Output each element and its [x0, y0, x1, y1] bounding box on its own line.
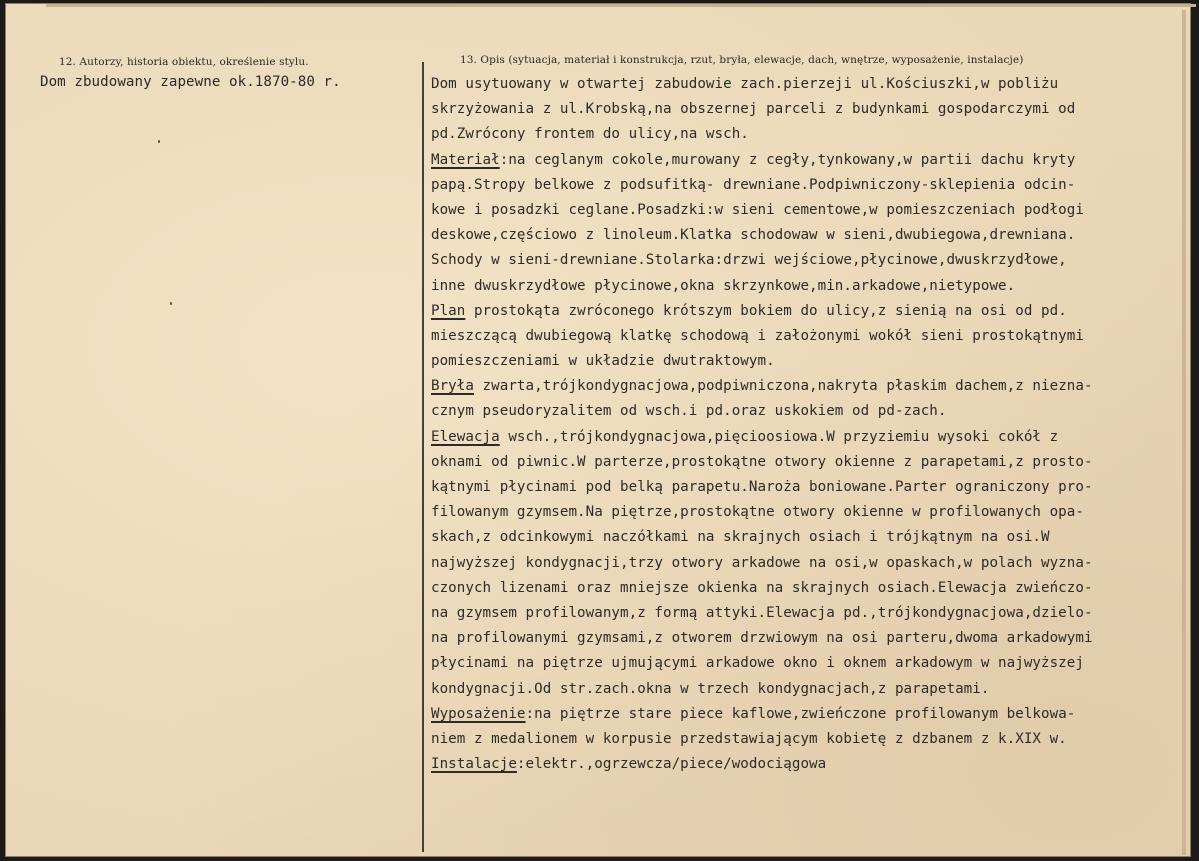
column-divider	[422, 62, 424, 852]
line-text: skrzyżowania z ul.Krobską,na obszernej parceli z budynkami gospodarczymi od	[431, 101, 1076, 118]
line-text: oknami od piwnic.W parterze,prostokątne otwory okienne z parapetami,z prosto-	[431, 453, 1093, 470]
line-text: niem z medalionem w korpusie przedstawiającym kobietę z dzbanem z k.XIX w.	[431, 730, 1067, 747]
line-text: wsch.,trójkondygnacjowa,pięcioosiowa.W przyziemiu wysoki cokół z	[499, 428, 1059, 445]
line-text: Schody w sieni-drewniane.Stolarka:drzwi wejściowe,płycinowe,dwuskrzydłowe,	[431, 252, 1067, 269]
line-text: kątnymi płycinami pod belką parapetu.Naroża boniowane.Parter ograniczony pro-	[431, 479, 1093, 495]
line-text: prostokąta zwróconego krótszym bokiem do ulicy,z sienią na osi od pd.	[465, 302, 1067, 319]
description-line	[431, 551, 1196, 576]
description-line	[431, 349, 1196, 374]
line-text: pd.Zwrócony frontem do ulicy,na wsch.	[431, 126, 749, 143]
description-line	[431, 274, 1196, 299]
authors-field-header: 12. Autorzy, historia obiektu, określenie stylu.	[59, 56, 309, 68]
document-page	[6, 4, 1190, 856]
description-line	[431, 727, 1196, 752]
line-text: skach,z odcinkowymi naczółkami na skrajnych osiach i trójkątnym na osi.W	[431, 529, 1050, 546]
description-line	[431, 198, 1196, 223]
description-line	[431, 677, 1196, 702]
line-text: na gzymsem profilowanym,z formą attyki.Elewacja pd.,trójkondygnacjowa,dzielo-	[431, 604, 1093, 621]
line-text: Dom usytuowany w otwartej zabudowie zach.pierzeji ul.Kościuszki,w pobliżu	[431, 76, 1059, 92]
line-text: pomieszczeniami w układzie dwutraktowym.	[431, 353, 775, 370]
description-line	[431, 500, 1196, 525]
description-line	[431, 223, 1196, 248]
section-label: Materiał	[431, 151, 500, 168]
description-line	[431, 475, 1196, 500]
description-line	[431, 450, 1196, 475]
description-line	[431, 248, 1196, 273]
description-line	[431, 651, 1196, 676]
line-text: na profilowanymi gzymsami,z otworem drzwiowym na osi parteru,dwoma arkadowymi	[431, 630, 1093, 647]
paper-edge	[46, 4, 1196, 7]
line-text: płycinami na piętrze ujmującymi arkadowe okno i oknem arkadowym w najwyższej	[431, 655, 1084, 672]
description-line	[431, 72, 1196, 97]
description-line	[431, 122, 1196, 147]
description-line	[431, 601, 1196, 626]
ink-speck	[158, 140, 160, 143]
description-line	[431, 97, 1196, 122]
line-text: inne dwuskrzydłowe płycinowe,okna skrzynkowe,min.arkadowe,nietypowe.	[431, 277, 1016, 294]
authors-field-text: Dom zbudowany zapewne ok.1870-80 r.	[40, 74, 341, 90]
line-text: kondygnacji.Od str.zach.okna w trzech kondygnacjach,z parapetami.	[431, 680, 990, 697]
description-line	[431, 525, 1196, 550]
line-text: filowanym gzymsem.Na piętrze,prostokątne otwory okienne w profilowanych opa-	[431, 504, 1084, 521]
line-text: kowe i posadzki ceglane.Posadzki:w sieni cementowe,w pomieszczeniach podłogi	[431, 201, 1084, 218]
description-field-header: 13. Opis (sytuacja, materiał i konstrukcja, rzut, bryła, elewacje, dach, wnętrze, wyposażenie, instalacje)	[460, 54, 1024, 66]
line-text: :elektr.,ogrzewcza/piece/wodociągowa	[516, 756, 827, 773]
section-label: Wyposażenie	[431, 705, 526, 722]
line-text: zwarta,trójkondygnacjowa,podpiwniczona,nakryta płaskim dachem,z niezna-	[473, 378, 1093, 395]
line-text: :na ceglanym cokole,murowany z cegły,tynkowany,w partii dachu kryty	[499, 151, 1076, 168]
line-text: najwyższej kondygnacji,trzy otwory arkadowe na osi,w opaskach,w polach wyzna-	[431, 554, 1093, 571]
description-line	[431, 148, 1196, 173]
section-label: Bryła	[431, 378, 474, 395]
description-text-block	[431, 72, 1196, 777]
line-text: deskowe,częściowo z linoleum.Klatka schodowaw w sieni,dwubiegowa,drewniana.	[431, 227, 1076, 244]
description-line	[431, 173, 1196, 198]
ink-speck	[170, 302, 172, 305]
line-text: :na piętrze stare piece kaflowe,zwieńczone profilowanym belkowa-	[525, 705, 1076, 722]
description-line	[431, 576, 1196, 601]
section-label: Instalacje	[431, 756, 517, 773]
description-line	[431, 324, 1196, 349]
description-line	[431, 425, 1196, 450]
description-line	[431, 399, 1196, 424]
line-text: czonych lizenami oraz mniejsze okienka na skrajnych osiach.Elewacja zwieńczo-	[431, 579, 1093, 596]
line-text: cznym pseudoryzalitem od wsch.i pd.oraz uskokiem od pd-zach.	[431, 403, 947, 420]
description-line	[431, 752, 1196, 777]
section-label: Elewacja	[431, 428, 500, 445]
description-line	[431, 374, 1196, 399]
section-label: Plan	[431, 302, 466, 319]
description-line	[431, 702, 1196, 727]
line-text: mieszczącą dwubiegową klatkę schodową i założonymi wokół sieni prostokątnymi	[431, 327, 1084, 344]
line-text: papą.Stropy belkowe z podsufitką- drewniane.Podpiwniczony-sklepienia odcin-	[431, 176, 1076, 193]
description-line	[431, 299, 1196, 324]
description-line	[431, 626, 1196, 651]
